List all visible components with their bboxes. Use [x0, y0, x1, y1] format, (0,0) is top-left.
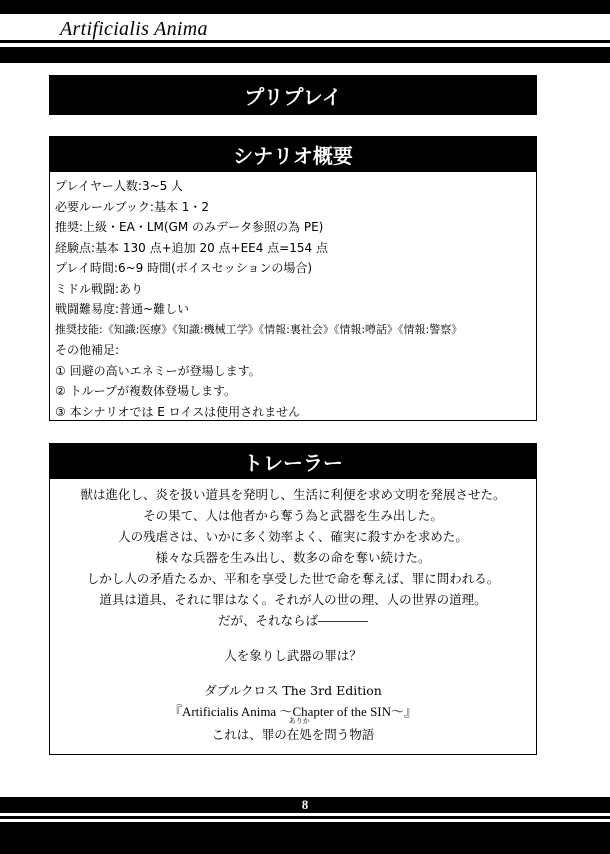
- trailer-heading-text: トレーラー: [243, 450, 343, 475]
- trailer-line: [49, 631, 537, 645]
- trailer-question: 人を象りし武器の罪は？: [224, 648, 362, 663]
- preplay-heading: [49, 75, 537, 115]
- overview-line: ミドル戦闘:あり: [55, 281, 144, 296]
- trailer-scenario-title: 『Artificialis Anima 〜Chapter of the SIN〜』: [168, 704, 418, 719]
- overview-line: 推奨:上級・EA・LM(GM のみデータ参照の為 PE): [55, 220, 324, 234]
- overview-line: プレイヤー人数:3~5 人: [55, 179, 184, 193]
- trailer-system-name: ダブルクロス The 3rd Edition: [204, 683, 382, 698]
- overview-line: ① 回避の高いエネミーが登場します。: [55, 363, 261, 378]
- overview-list: [55, 176, 462, 422]
- trailer-line: だが、それならば――――: [217, 613, 368, 628]
- overview-line: プレイ時間:6~9 時間(ボイスセッションの場合): [55, 261, 313, 275]
- trailer-last-line: [49, 717, 537, 745]
- header-bar-line: [0, 40, 610, 43]
- overview-line: ③ 本シナリオでは E ロイスは使用されません: [55, 404, 301, 419]
- page-number: 8: [301, 797, 309, 812]
- trailer-line: 人の残虐さは、いかに多く効率よく、確実に殺すかを求めた。: [118, 529, 468, 544]
- book-title: Artificialis Anima: [60, 18, 208, 40]
- trailer-line: 獣は進化し、炎を扱い道具を発明し、生活に利便を求め文明を発展させた。: [80, 487, 506, 502]
- trailer-line: その果て、人は他者から奪う為と武器を生み出した。: [143, 508, 443, 523]
- trailer-line: しかし人の矛盾たるか、平和を享受した世で命を奪えば、罪に問われる。: [86, 571, 500, 586]
- overview-line: 推奨技能:《知識:医療》《知識:機械工学》《情報:裏社会》《情報:噂話》《情報:警察》: [55, 322, 463, 336]
- trailer-ruby-text: ありか: [288, 717, 310, 725]
- trailer-line: 道具は道具、それに罪はなく。それが人の世の理、人の世界の道理。: [99, 592, 487, 607]
- trailer-heading: [49, 443, 537, 479]
- footer-bar-line: [0, 816, 610, 819]
- trailer-last-before: これは、罪の: [211, 727, 287, 742]
- overview-line: 必要ルールブック:基本 1・2: [55, 199, 210, 214]
- trailer-text: [49, 484, 537, 745]
- trailer-line: [49, 666, 537, 680]
- trailer-line: 様々な兵器を生み出し、数多の命を奪い続けた。: [155, 550, 431, 565]
- overview-line: 戦闘難易度:普通~難しい: [55, 302, 190, 316]
- overview-line: その他補足:: [55, 343, 120, 357]
- overview-line: 経験点:基本 130 点+追加 20 点+EE4 点=154 点: [55, 240, 328, 255]
- overview-heading: [49, 136, 537, 172]
- trailer-last-after: を問う物語: [311, 727, 375, 742]
- trailer-ruby-base: 在処: [286, 727, 312, 742]
- header-bar-top: [0, 0, 610, 14]
- footer-bar-bottom: [0, 822, 610, 854]
- header-bar-bottom: [0, 47, 610, 63]
- preplay-heading-text: プリプレイ: [244, 84, 342, 109]
- trailer-ruby: [286, 717, 312, 742]
- overview-line: ② トループが複数体登場します。: [55, 384, 237, 398]
- overview-heading-text: シナリオ概要: [233, 143, 353, 168]
